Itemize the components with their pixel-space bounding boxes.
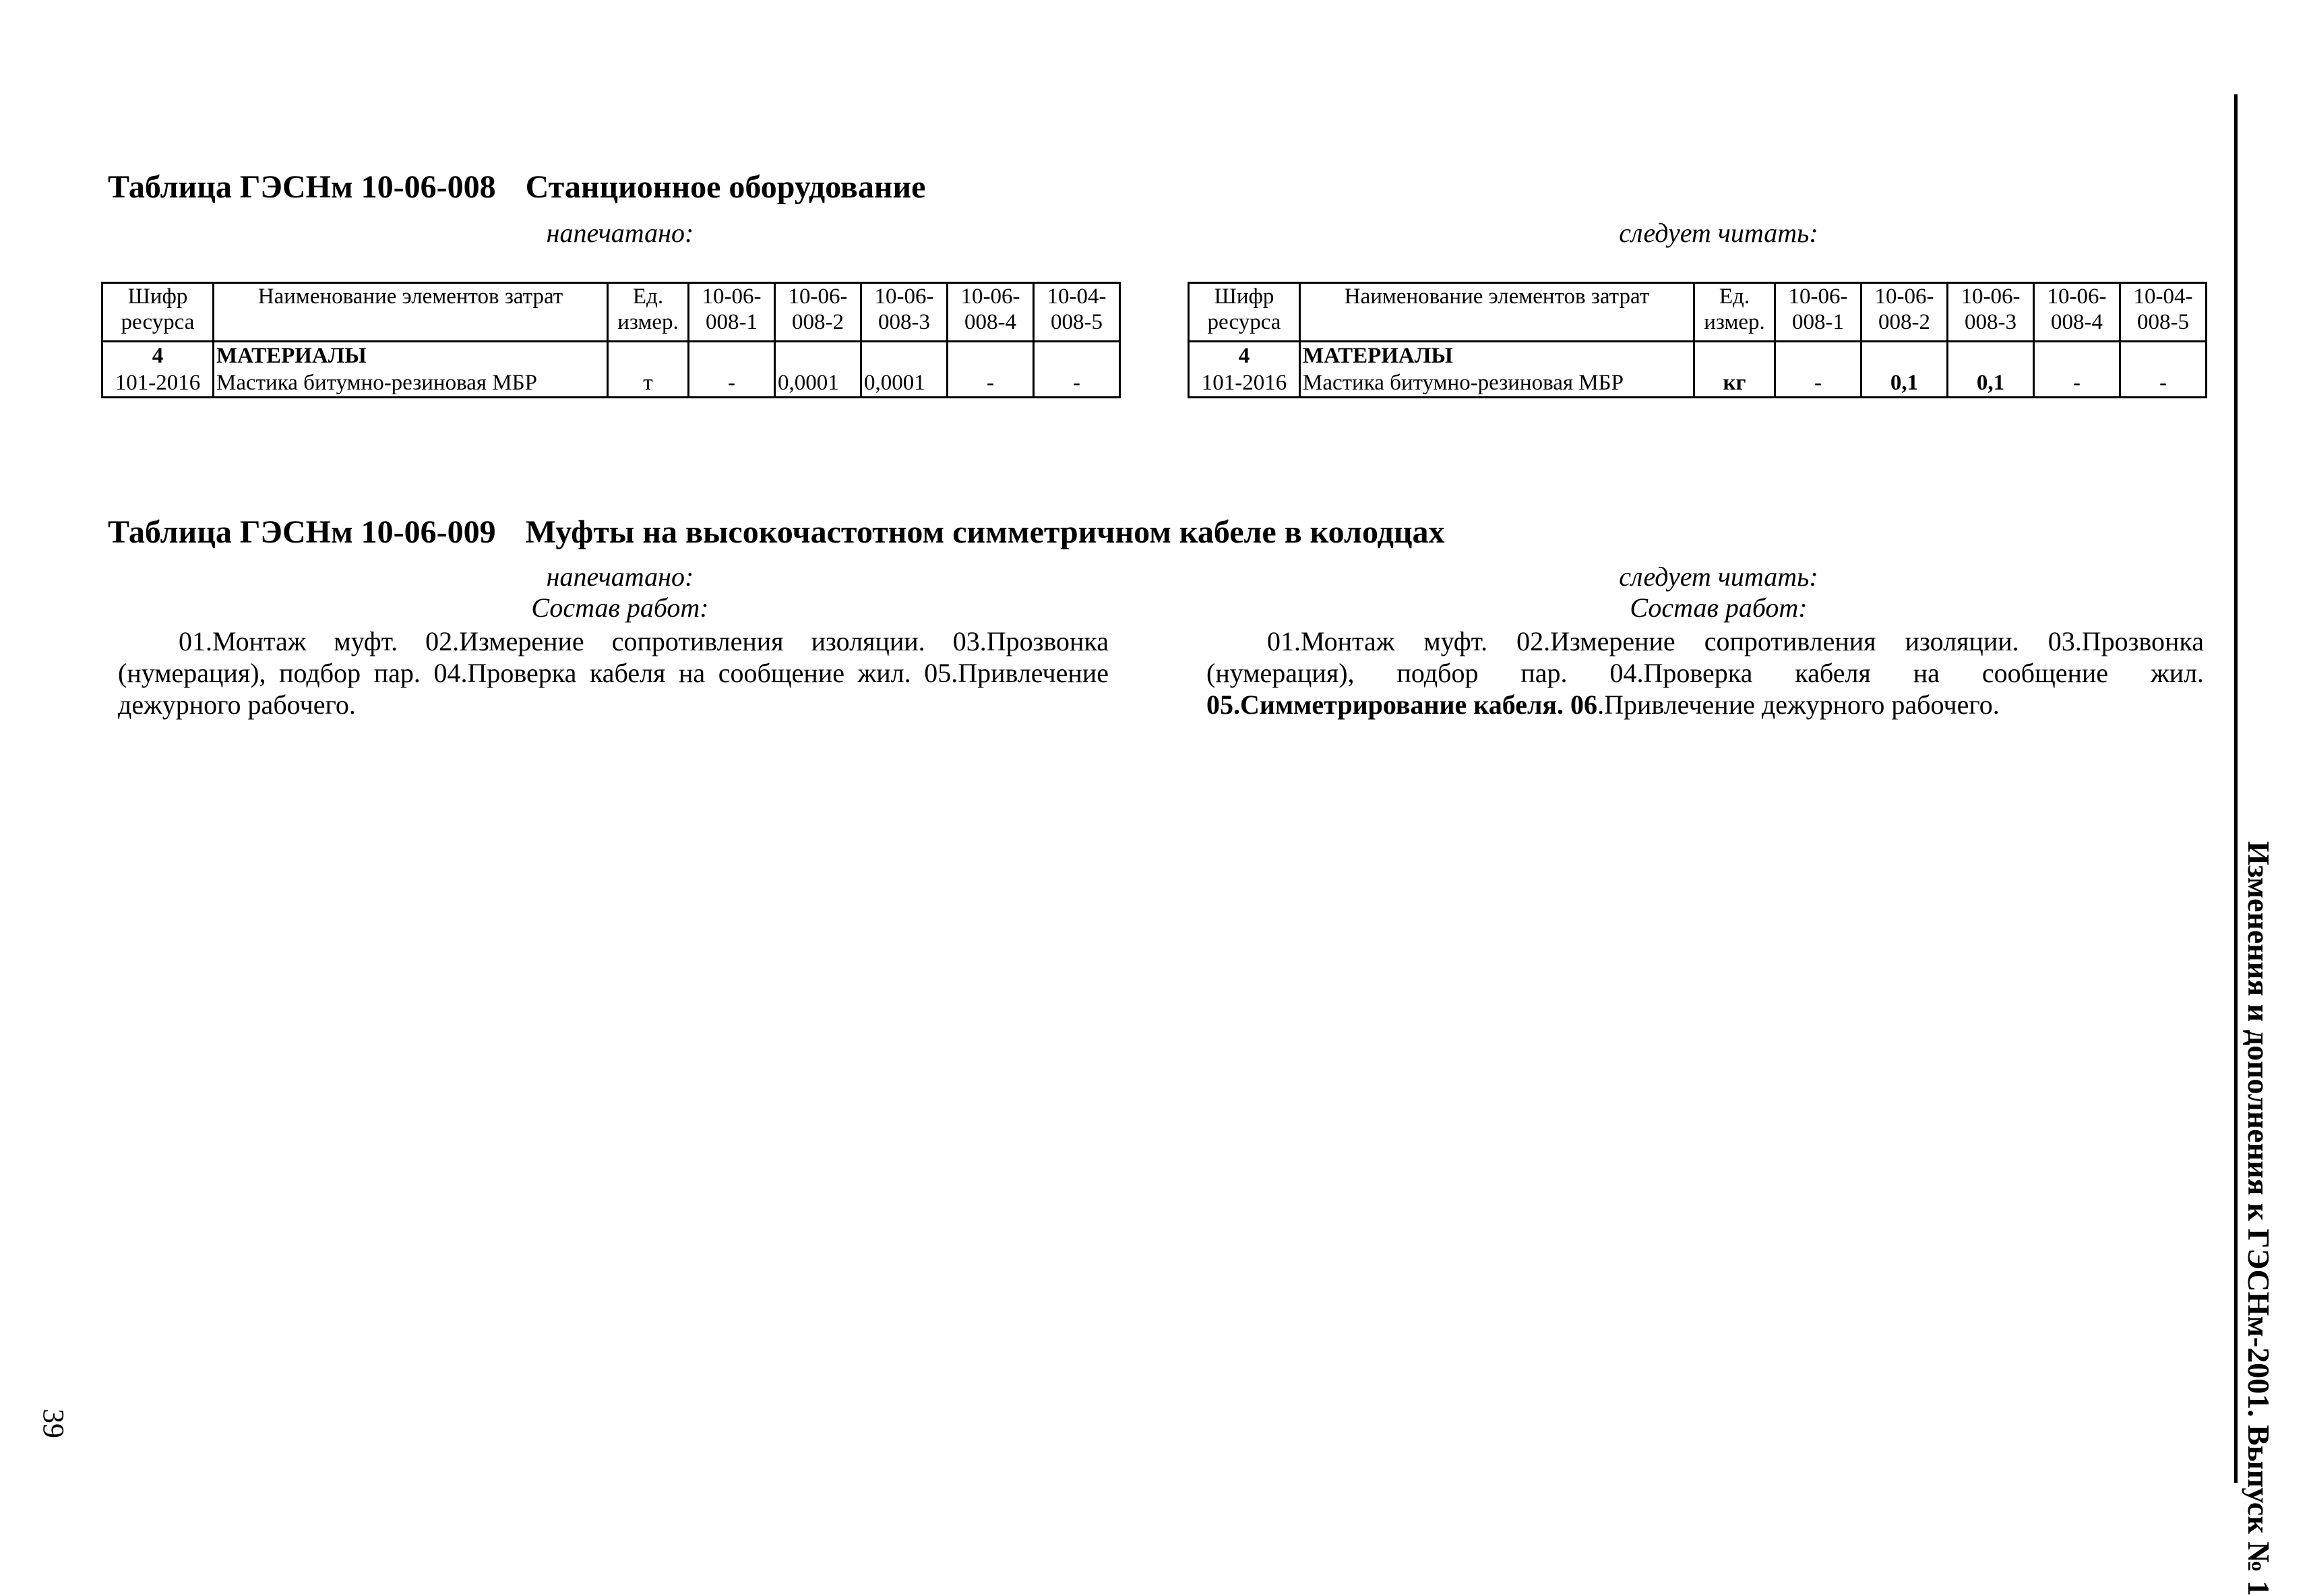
value-cell: - <box>2034 369 2120 398</box>
running-title: Изменения и дополнения к ГЭСНм-2001. Выпуск № 1 <box>2242 841 2276 1596</box>
header-col-5: 10-04- 008-5 <box>1034 283 1120 342</box>
table-row <box>1189 369 2207 398</box>
corrected-work-text: 01.Монтаж муфт. 02.Измерение сопротивления изоляции. 03.Прозвонка (нумерация), подбор пар. 04.Проверка кабеля на сообщение жил. 05.Симметрирование кабеля. 06.Привлечение дежурного рабочего. <box>1206 626 2204 720</box>
table2-work-label-right: Состав работ: <box>1630 592 1808 623</box>
table1-should-read-label: следует читать: <box>1619 218 1818 248</box>
table1-printed-label: напечатано: <box>546 218 694 248</box>
header-row <box>1189 283 2207 342</box>
header-unit: Ед. измер. <box>1694 283 1775 342</box>
resource-unit: т <box>608 369 689 398</box>
header-col-4: 10-06- 008-4 <box>2034 283 2120 342</box>
header-resource-code: Шифр ресурса <box>102 283 214 342</box>
value-cell: - <box>2120 369 2207 398</box>
resource-name: Мастика битумно-резиновая МБР <box>1300 369 1694 398</box>
table2-work-label-left: Состав работ: <box>531 592 709 623</box>
header-elements: Наименование элементов затрат <box>1300 283 1694 342</box>
table1-heading <box>108 168 925 206</box>
value-cell: - <box>1034 369 1120 398</box>
header-unit: Ед. измер. <box>608 283 689 342</box>
section-row <box>102 342 1120 370</box>
page-number: 39 <box>37 1409 70 1438</box>
table-row <box>102 369 1120 398</box>
resource-unit: кг <box>1694 369 1775 398</box>
value-cell: 0,1 <box>1861 369 1948 398</box>
margin-rule <box>2234 94 2238 1483</box>
table2-code: Таблица ГЭСНм 10-06-009 <box>108 514 496 550</box>
section-label: МАТЕРИАЛЫ <box>1300 342 1694 370</box>
value-cell: 0,0001 <box>775 369 861 398</box>
header-col-4: 10-06- 008-4 <box>948 283 1034 342</box>
header-col-3: 10-06- 008-3 <box>1948 283 2034 342</box>
resource-code: 101-2016 <box>1189 369 1300 398</box>
table2-name: Муфты на высокочастотном симметричном кабеле в колодцах <box>525 514 1445 550</box>
section-number: 4 <box>102 342 214 370</box>
value-cell: 0,0001 <box>861 369 948 398</box>
table1-code: Таблица ГЭСНм 10-06-008 <box>108 169 496 205</box>
table2-should-read-label: следует читать: <box>1619 561 1818 592</box>
header-col-2: 10-06- 008-2 <box>1861 283 1948 342</box>
resource-name: Мастика битумно-резиновая МБР <box>214 369 608 398</box>
resource-code: 101-2016 <box>102 369 214 398</box>
header-col-1: 10-06- 008-1 <box>1775 283 1861 342</box>
table2-heading <box>108 514 1445 551</box>
header-resource-code: Шифр ресурса <box>1189 283 1300 342</box>
section-row <box>1189 342 2207 370</box>
value-cell: 0,1 <box>1948 369 2034 398</box>
table1-name: Станционное оборудование <box>525 169 926 205</box>
printed-table <box>101 282 1121 398</box>
header-row <box>102 283 1120 342</box>
header-elements: Наименование элементов затрат <box>214 283 608 342</box>
header-col-2: 10-06- 008-2 <box>775 283 861 342</box>
table2-printed-label: напечатано: <box>546 561 694 592</box>
section-label: МАТЕРИАЛЫ <box>214 342 608 370</box>
printed-work-text: 01.Монтаж муфт. 02.Измерение сопротивления изоляции. 03.Прозвонка (нумерация), подбор пар. 04.Проверка кабеля на сообщение жил. 05.Привлечение дежурного рабочего. <box>118 626 1109 720</box>
value-cell: - <box>1775 369 1861 398</box>
corrected-table <box>1188 282 2207 398</box>
header-col-5: 10-04- 008-5 <box>2120 283 2207 342</box>
header-col-3: 10-06- 008-3 <box>861 283 948 342</box>
section-number: 4 <box>1189 342 1300 370</box>
value-cell: - <box>689 369 775 398</box>
header-col-1: 10-06- 008-1 <box>689 283 775 342</box>
value-cell: - <box>948 369 1034 398</box>
